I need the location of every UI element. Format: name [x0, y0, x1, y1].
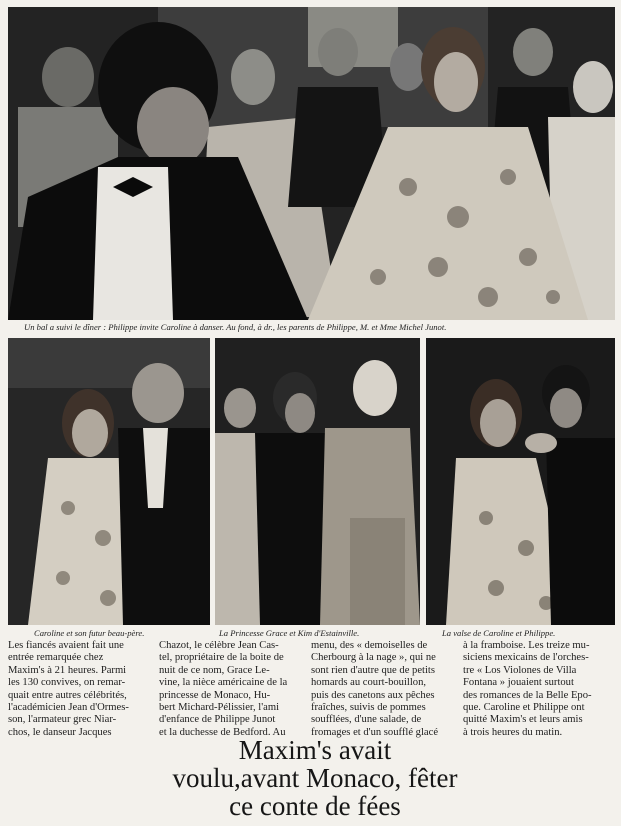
- headline-line: ce conte de fées: [229, 791, 401, 821]
- photo-caroline-father-in-law: [8, 338, 210, 625]
- text-line: et la duchesse de Bedford. Au: [159, 726, 286, 738]
- bottom-right-caption: La valse de Caroline et Philippe.: [442, 628, 556, 638]
- top-photo-caption: Un bal a suivi le dîner : Philippe invite Caroline à danser. Au fond, à dr., les parents de Philippe, M. et Mme Michel Junot.: [24, 322, 447, 332]
- photo-waltz: [426, 338, 615, 625]
- text-line: l'académicien Jean d'Ormes-: [8, 702, 129, 714]
- text-line: siciens mexicains de l'orches-: [463, 652, 589, 664]
- text-line: d'enfance de Philippe Junot: [159, 714, 276, 726]
- text-line: Cherbourg à la nage », qui ne: [311, 652, 436, 664]
- article-column-3: [311, 640, 459, 739]
- text-line: sont rien d'autre que de petits: [311, 664, 435, 676]
- text-line: soufflées, d'une salade, de: [311, 714, 422, 726]
- text-line: homards au court-bouillon,: [311, 677, 427, 689]
- text-line: tre « Los Violones de Villa: [463, 664, 577, 676]
- photo-top-ball: [8, 7, 615, 320]
- text-line: à la framboise. Les treize mu-: [463, 640, 590, 651]
- grace-kim-image: [215, 338, 420, 625]
- text-line: fraîches, suivis de pommes: [311, 702, 426, 714]
- bottom-middle-caption: La Princesse Grace et Kim d'Estainville.: [219, 628, 360, 638]
- article-headline: [140, 736, 490, 820]
- text-line: Les fiancés avaient fait une: [8, 640, 124, 651]
- photo-grace-kim: [215, 338, 420, 625]
- article-column-4: [463, 640, 613, 739]
- text-line: puis des canetons aux pêches: [311, 689, 435, 701]
- text-line: son, l'armateur grec Niar-: [8, 714, 117, 726]
- text-line: à trois heures du matin.: [463, 726, 563, 738]
- text-line: quait entre autres célébrités,: [8, 689, 127, 701]
- text-line: quitté Maxim's et leurs amis: [463, 714, 583, 726]
- text-line: bert Michard-Pélissier, l'ami: [159, 702, 280, 714]
- text-line: Chazot, le célèbre Jean Cas-: [159, 640, 279, 651]
- text-line: fromages et d'un soufflé glacé: [311, 726, 439, 738]
- text-line: Maxim's à 21 heures. Parmi: [8, 664, 127, 676]
- text-line: des romances de la Belle Epo-: [463, 689, 592, 701]
- text-line: Fontana » jouaient surtout: [463, 677, 574, 689]
- ball-photo-image: [8, 7, 615, 320]
- text-line: menu, des « demoiselles de: [311, 640, 428, 651]
- text-line: princesse de Monaco, Hu-: [159, 689, 271, 701]
- text-line: entrée remarquée chez: [8, 652, 104, 664]
- text-line: vine, la nièce américaine de la: [159, 677, 288, 689]
- article-column-2: [159, 640, 307, 739]
- text-line: que. Caroline et Philippe ont: [463, 702, 585, 714]
- caroline-father-in-law-image: [8, 338, 210, 625]
- article-column-1: [8, 640, 155, 739]
- headline-line: Maxim's avait: [238, 735, 392, 765]
- text-line: chos, le danseur Jacques: [8, 726, 112, 738]
- text-line: nuit de ce nom, Grace Le-: [159, 664, 270, 676]
- text-line: les 130 convives, on remar-: [8, 677, 126, 689]
- headline-line: voulu,avant Monaco, fêter: [172, 763, 458, 793]
- text-line: tel, propriétaire de la boite de: [159, 652, 284, 664]
- bottom-left-caption: Caroline et son futur beau-père.: [34, 628, 145, 638]
- waltz-image: [426, 338, 615, 625]
